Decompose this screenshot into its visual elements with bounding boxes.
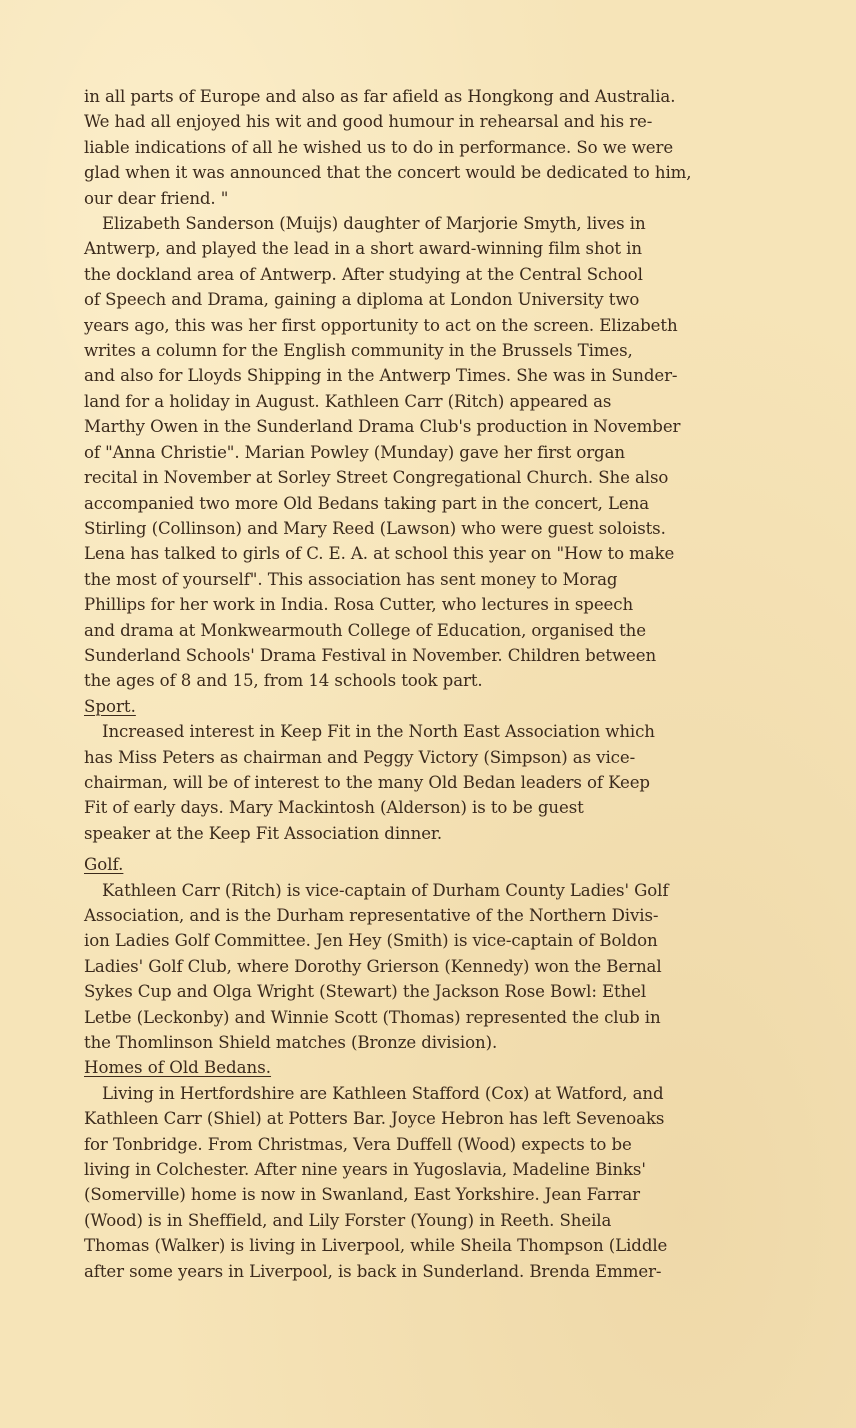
section-heading-homes: Homes of Old Bedans.	[84, 1058, 272, 1078]
text-line: Increased interest in Keep Fit in the North East Association which	[102, 722, 655, 742]
text-line: writes a column for the English community in the Brussels Times,	[84, 341, 633, 361]
document-page	[84, 84, 776, 1284]
text-line: Sunderland Schools' Drama Festival in November. Children between	[84, 645, 657, 665]
text-line: the dockland area of Antwerp. After studying at the Central School	[84, 264, 643, 284]
section-heading-golf: Golf.	[84, 855, 124, 875]
text-line: Elizabeth Sanderson (Muijs) daughter of Marjorie Smyth, lives in	[102, 214, 646, 234]
text-line: glad when it was announced that the concert would be dedicated to him,	[84, 163, 692, 183]
text-line: in all parts of Europe and also as far afield as Hongkong and Australia.	[84, 87, 676, 106]
text-line: the most of yourself". This association has sent money to Morag	[84, 569, 618, 589]
text-line: Thomas (Walker) is living in Liverpool, while Sheila Thompson (Liddle	[84, 1236, 668, 1256]
text-line: land for a holiday in August. Kathleen Carr (Ritch) appeared as	[84, 391, 612, 411]
text-line: of "Anna Christie". Marian Powley (Munday) gave her first organ	[84, 442, 625, 462]
homes-paragraph	[84, 1081, 776, 1284]
text-line: Fit of early days. Mary Mackintosh (Alderson) is to be guest	[84, 798, 584, 818]
text-line: ion Ladies Golf Committee. Jen Hey (Smith) is vice-captain of Boldon	[84, 931, 658, 951]
text-line: speaker at the Keep Fit Association dinner.	[84, 823, 443, 843]
text-line: recital in November at Sorley Street Congregational Church. She also	[84, 468, 669, 488]
text-line: Phillips for her work in India. Rosa Cutter, who lectures in speech	[84, 595, 634, 615]
text-line: has Miss Peters as chairman and Peggy Victory (Simpson) as vice-	[84, 747, 636, 767]
text-line: (Somerville) home is now in Swanland, East Yorkshire. Jean Farrar	[84, 1185, 640, 1205]
text-line: liable indications of all he wished us to do in performance. So we were	[84, 137, 674, 157]
text-line: and drama at Monkwearmouth College of Education, organised the	[84, 620, 646, 640]
text-line: Association, and is the Durham representative of the Northern Divis-	[84, 906, 659, 925]
text-line: Ladies' Golf Club, where Dorothy Grierson (Kennedy) won the Bernal	[84, 956, 662, 976]
text-line: for Tonbridge. From Christmas, Vera Duffell (Wood) expects to be	[84, 1134, 632, 1154]
golf-paragraph	[84, 878, 776, 1056]
text-line: Antwerp, and played the lead in a short award-winning film shot in	[84, 239, 642, 259]
intro-paragraph	[84, 84, 776, 211]
text-line: living in Colchester. After nine years in Yugoslavia, Madeline Binks'	[84, 1160, 646, 1180]
text-line: the ages of 8 and 15, from 14 schools took part.	[84, 671, 483, 691]
text-line: and also for Lloyds Shipping in the Antwerp Times. She was in Sunder-	[84, 366, 678, 386]
sport-paragraph	[84, 719, 776, 846]
text-line: Marthy Owen in the Sunderland Drama Club's production in November	[84, 417, 681, 437]
text-line: Sykes Cup and Olga Wright (Stewart) the Jackson Rose Bowl: Ethel	[84, 982, 647, 1002]
text-line: the Thomlinson Shield matches (Bronze division).	[84, 1033, 498, 1053]
text-line: Kathleen Carr (Ritch) is vice-captain of Durham County Ladies' Golf	[102, 880, 669, 900]
text-line: years ago, this was her first opportunity to act on the screen. Elizabeth	[84, 315, 678, 335]
text-line: We had all enjoyed his wit and good humour in rehearsal and his re-	[84, 112, 653, 132]
text-line: chairman, will be of interest to the many Old Bedan leaders of Keep	[84, 772, 650, 792]
text-line: Stirling (Collinson) and Mary Reed (Lawson) who were guest soloists.	[84, 518, 666, 538]
text-line: Living in Hertfordshire are Kathleen Stafford (Cox) at Watford, and	[102, 1083, 664, 1103]
text-line: our dear friend. "	[84, 188, 229, 208]
text-line: after some years in Liverpool, is back in Sunderland. Brenda Emmer-	[84, 1261, 662, 1281]
text-line: (Wood) is in Sheffield, and Lily Forster (Young) in Reeth. Sheila	[84, 1210, 612, 1230]
section-heading-sport: Sport.	[84, 696, 136, 716]
text-line: Letbe (Leckonby) and Winnie Scott (Thomas) represented the club in	[84, 1007, 661, 1027]
text-line: Kathleen Carr (Shiel) at Potters Bar. Joyce Hebron has left Sevenoaks	[84, 1109, 665, 1129]
news-paragraph	[84, 211, 776, 694]
text-line: Lena has talked to girls of C. E. A. at school this year on "How to make	[84, 544, 675, 564]
text-line: accompanied two more Old Bedans taking part in the concert, Lena	[84, 493, 650, 513]
text-line: of Speech and Drama, gaining a diploma at London University two	[84, 290, 640, 310]
